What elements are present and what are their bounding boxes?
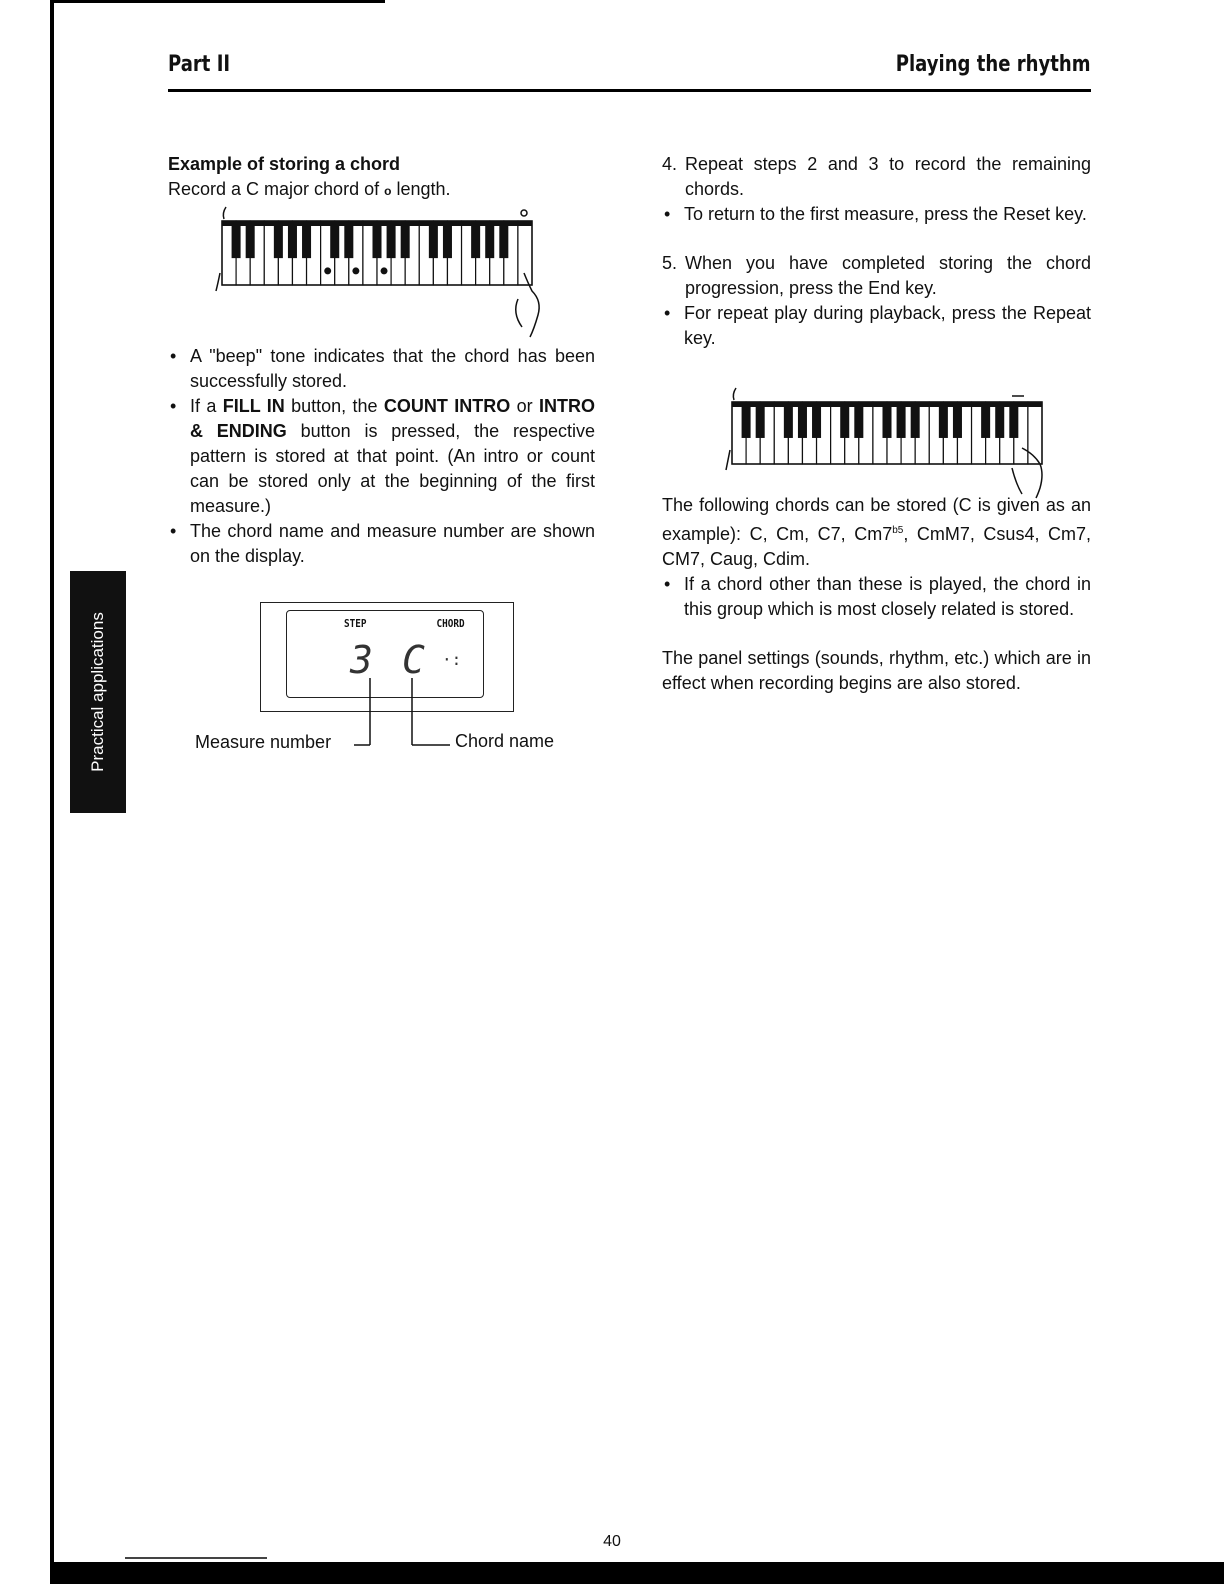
black-key [246, 221, 255, 258]
black-key [939, 402, 948, 438]
black-key [1009, 402, 1018, 438]
black-key [471, 221, 480, 258]
black-key [995, 402, 1004, 438]
chord-label: CHORD [436, 617, 465, 630]
side-tab-label: Practical applications [88, 612, 107, 772]
black-key [274, 221, 283, 258]
black-key [742, 402, 751, 438]
pressed-key-dot [381, 267, 388, 274]
step-4-bullets [662, 202, 1091, 227]
black-key [798, 402, 807, 438]
black-key [232, 221, 241, 258]
black-key [953, 402, 962, 438]
black-key [812, 402, 821, 438]
step-5: 5. When you have completed storing the chord progression, press the End key. [662, 253, 1091, 298]
whole-note-symbol: o [384, 184, 392, 198]
black-key [401, 221, 410, 258]
chord-list-bullets [662, 572, 1091, 622]
black-key [302, 221, 311, 258]
list-item: • To return to the first measure, press the Reset key. [662, 202, 1091, 227]
black-key [485, 221, 494, 258]
scan-line [125, 1557, 267, 1559]
step-label: STEP [343, 617, 367, 630]
black-key [344, 221, 353, 258]
measure-digit: 3 [350, 638, 373, 682]
chord-suffix-indicator: ·: [442, 650, 462, 669]
side-tab [70, 571, 126, 813]
list-item: • If a FILL IN button, the COUNT INTRO or INTRO & ENDING button is pressed, the respective pattern is stored at that point. (An intro or count can be stored only at the beginning of the first measure.) [168, 394, 595, 519]
pressed-key-dot [352, 267, 359, 274]
black-key [840, 402, 849, 438]
header-rule [168, 89, 1091, 92]
page-number: 40 [603, 1533, 621, 1550]
black-key [387, 221, 396, 258]
step-4: 4. Repeat steps 2 and 3 to record the remaining chords. [662, 154, 1091, 199]
header-part: Part II [168, 52, 231, 77]
header-section-title: Playing the rhythm [895, 52, 1090, 77]
black-key [443, 221, 452, 258]
pressed-key-dot [324, 267, 331, 274]
whole-note-icon [521, 210, 527, 216]
section-heading: Example of storing a chord [168, 154, 401, 174]
scan-border-left [50, 0, 54, 1584]
panel-settings-paragraph: The panel settings (sounds, rhythm, etc.) which are in effect when recording begins are also stored. [662, 648, 1091, 693]
black-key [981, 402, 990, 438]
white-key [1028, 402, 1042, 464]
scan-border-top [50, 0, 385, 3]
caption-chord-name: Chord name [455, 731, 555, 751]
step-5-bullets [662, 301, 1091, 351]
left-bullet-list [168, 344, 595, 569]
scan-border-bottom [50, 1562, 1224, 1584]
black-key [897, 402, 906, 438]
keyboard-illustration-storing [212, 203, 552, 343]
list-item: • If a chord other than these is played, the chord in this group which is most closely related is stored. [662, 572, 1091, 622]
list-item: • A "beep" tone indicates that the chord has been successfully stored. [168, 344, 595, 394]
list-item: • The chord name and measure number are shown on the display. [168, 519, 595, 569]
chord-digit: C [402, 638, 425, 682]
black-key [911, 402, 920, 438]
black-key [882, 402, 891, 438]
chord-list-paragraph: The following chords can be stored (C is given as an example): C, Cm, C7, $Cm7^{b5}$, CmM7, Csus4, Cm7, CM7, Caug, Cdim. [662, 495, 1092, 569]
black-key [499, 221, 508, 258]
black-key [784, 402, 793, 438]
black-key [330, 221, 339, 258]
list-item: • For repeat play during playback, press the Repeat key. [662, 301, 1091, 351]
intro-line: Record a C major chord of o length. [168, 179, 451, 199]
caption-measure-number: Measure number [195, 732, 332, 752]
black-key [429, 221, 438, 258]
black-key [854, 402, 863, 438]
black-key [372, 221, 381, 258]
keyboard-illustration-repeat [722, 384, 1052, 500]
black-key [756, 402, 765, 438]
black-key [288, 221, 297, 258]
